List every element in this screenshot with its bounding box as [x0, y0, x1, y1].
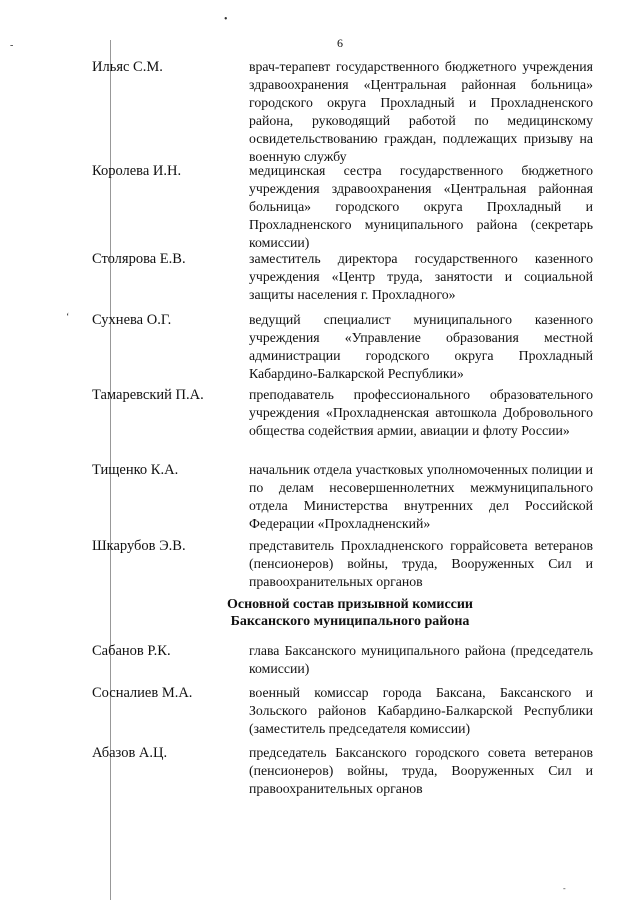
member-role: ведущий специалист муниципального казенного учреждения «Управление образования местной администрации городского округа Прохладный Кабардино-Балкарской Республики» — [249, 312, 593, 381]
member-role: врач-терапевт государственного бюджетного учреждения здравоохранения «Центральная районная больница» городского округа Прохладный и Прохладненского района, руководящий работой по медицинскому освидетельствованию граждан, подлежащих призыву на военную службу — [249, 59, 593, 164]
section-heading — [190, 596, 510, 630]
member-name: Тищенко К.А. — [92, 462, 179, 478]
member-name: Столярова Е.В. — [92, 251, 186, 267]
member-name: Тамаревский П.А. — [92, 387, 204, 403]
member-name: Сухнева О.Г. — [92, 312, 172, 328]
member-name: Шкарубов Э.В. — [92, 538, 186, 554]
section-heading-line: Баксанского муниципального района — [230, 614, 470, 629]
scan-speck: ‘ — [66, 312, 70, 323]
member-name: Соснaлиев М.А. — [92, 685, 193, 701]
scan-speck: - — [10, 40, 14, 51]
member-role: начальник отдела участковых уполномоченных полиции и по делам несовершеннолетних межмуниципального отдела Министерства внутренних дел Российской Федерации «Прохладненский» — [249, 462, 593, 531]
member-role: глава Баксанского муниципального района (председатель комиссии) — [249, 643, 593, 676]
section-heading-line: Основной состав призывной комиссии — [227, 597, 473, 612]
member-name: Сабанов Р.К. — [92, 643, 171, 659]
scan-speck: - — [563, 884, 566, 893]
member-role: преподаватель профессионального образовательного учреждения «Прохладненская автошкола Добровольного общества содействия армии, авиации и флоту России» — [249, 387, 593, 438]
scan-speck: • — [224, 14, 228, 25]
member-name: Ильяс С.М. — [92, 59, 163, 75]
member-role: председатель Баксанского городского совета ветеранов (пенсионеров) войны, труда, Вооруженных Сил и правоохранительных органов — [249, 745, 593, 796]
page-number: 6 — [337, 36, 343, 50]
member-name: Королева И.Н. — [92, 163, 182, 179]
member-role: заместитель директора государственного казенного учреждения «Центр труда, занятости и социальной защиты населения г. Прохладного» — [249, 251, 593, 302]
member-role: медицинская сестра государственного бюджетного учреждения здравоохранения «Центральная районная больница» городского округа Прохладный и Прохладненского муниципального района (секретарь комиссии) — [249, 163, 593, 250]
member-role: военный комиссар города Баксана, Баксанского и Зольского районов Кабардино-Балкарской Республики (заместитель председателя комиссии) — [249, 685, 593, 736]
member-name: Абазов А.Ц. — [92, 745, 168, 761]
member-role: представитель Прохладненского горрайсовета ветеранов (пенсионеров) войны, труда, Вооруженных Сил и правоохранительных органов — [249, 538, 593, 589]
